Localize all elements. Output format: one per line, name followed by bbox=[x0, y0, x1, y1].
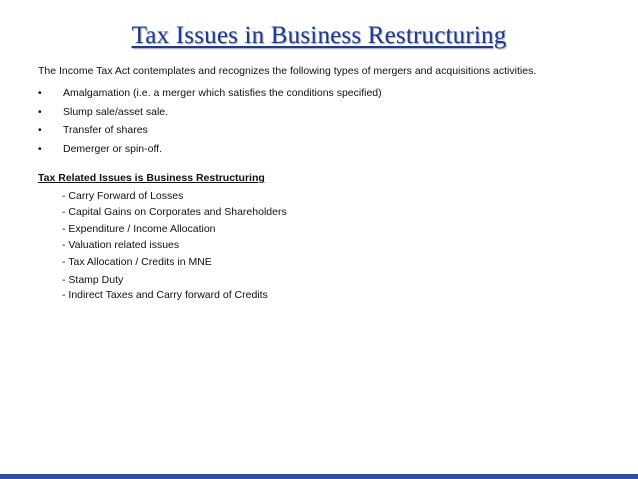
list-item-text: Amalgamation (i.e. a merger which satisfies the conditions specified) bbox=[63, 87, 382, 100]
bullet-icon: • bbox=[38, 142, 42, 155]
bullet-icon: • bbox=[38, 105, 42, 118]
intro-text: The Income Tax Act contemplates and recognizes the following types of mergers and acquisitions activities. bbox=[38, 65, 537, 77]
slide-title: Tax Issues in Business Restructuring bbox=[131, 22, 507, 49]
merger-types-list bbox=[38, 84, 382, 158]
list-item bbox=[38, 103, 382, 122]
list-item: - Stamp Duty bbox=[62, 273, 124, 286]
bottom-band bbox=[0, 474, 638, 479]
list-item: - Carry Forward of Losses bbox=[62, 190, 184, 202]
bullet-icon: • bbox=[38, 87, 42, 100]
bullet-icon: • bbox=[38, 124, 42, 137]
list-item-text: Demerger or spin-off. bbox=[63, 142, 163, 155]
list-item: - Valuation related issues bbox=[62, 238, 180, 251]
list-item: - Indirect Taxes and Carry forward of Credits bbox=[62, 289, 268, 301]
list-item: - Tax Allocation / Credits in MNE bbox=[62, 256, 212, 268]
section-heading: Tax Related Issues is Business Restructuring bbox=[38, 172, 265, 184]
list-item bbox=[38, 121, 382, 140]
list-item-text: Slump sale/asset sale. bbox=[63, 105, 169, 118]
list-item-text: Transfer of shares bbox=[63, 124, 148, 137]
list-item bbox=[38, 84, 382, 103]
list-item: - Expenditure / Income Allocation bbox=[62, 223, 216, 235]
list-item: - Capital Gains on Corporates and Shareholders bbox=[62, 205, 287, 218]
tax-issues-list bbox=[62, 189, 287, 304]
list-item bbox=[38, 140, 382, 159]
